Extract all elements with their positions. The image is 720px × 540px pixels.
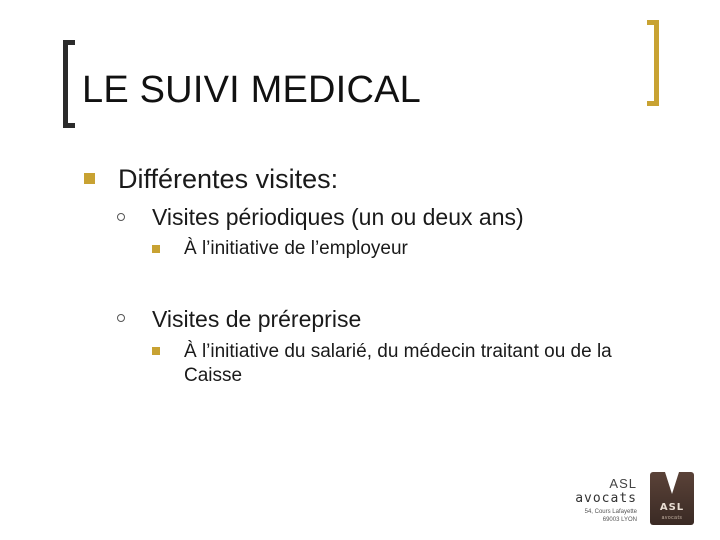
- logo-badge-icon: ASL avocats: [650, 472, 694, 525]
- bullet-prereprise-detail: À l’initiative du salarié, du médecin traitant ou de la Caisse: [184, 341, 612, 386]
- square-bullet-icon: [84, 173, 95, 184]
- title-left-bracket: [63, 40, 75, 128]
- square-bullet-icon: [152, 347, 160, 355]
- bullet-periodic-detail: À l’initiative de l’employeur: [184, 238, 408, 259]
- logo-address-city: 69003 LYON: [602, 517, 637, 523]
- logo-address-street: 54, Cours Lafayette: [584, 509, 637, 515]
- slide-title: LE SUIVI MEDICAL: [82, 69, 421, 111]
- bullet-prereprise-visits: Visites de préreprise: [152, 306, 362, 332]
- bullet-visits: Différentes visites:: [118, 164, 339, 194]
- circle-bullet-icon: [117, 213, 125, 221]
- logo-name: ASL: [609, 476, 637, 491]
- title-right-bracket: [647, 20, 659, 106]
- circle-bullet-icon: [117, 314, 125, 322]
- logo-subname: avocats: [575, 491, 637, 506]
- bullet-periodic-visits: Visites périodiques (un ou deux ans): [152, 204, 524, 230]
- square-bullet-icon: [152, 245, 160, 253]
